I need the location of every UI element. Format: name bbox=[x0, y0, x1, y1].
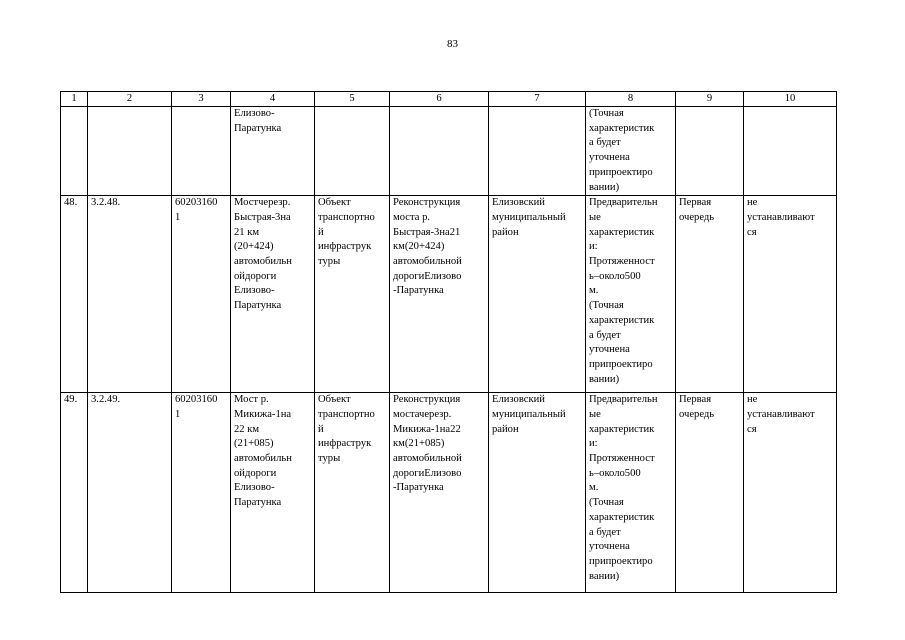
cell-line: -Паратунка bbox=[393, 285, 444, 297]
cell-line: автомобильной bbox=[393, 453, 462, 465]
cell-line: км(20+424) bbox=[393, 241, 445, 253]
cell-line: ые bbox=[589, 211, 601, 223]
cell-line: дорогиЕлизово bbox=[393, 270, 462, 282]
column-header: 10 bbox=[744, 92, 837, 107]
object-name-cell bbox=[231, 107, 315, 196]
cell-line: характеристик bbox=[589, 423, 655, 435]
cell-line: не bbox=[747, 197, 758, 209]
cell-line: ойдороги bbox=[234, 467, 277, 479]
cell-line: км(21+085) bbox=[393, 438, 445, 450]
cell-line: (Точная bbox=[589, 108, 624, 119]
column-header: 6 bbox=[390, 92, 489, 107]
cell-line: устанавливают bbox=[747, 408, 815, 420]
cell-line: дорогиЕлизово bbox=[393, 467, 462, 479]
cell-line: туры bbox=[318, 453, 341, 465]
cell-line: Объект bbox=[318, 394, 351, 406]
cell-line: припроектиро bbox=[589, 166, 653, 178]
cell-line: устанавливают bbox=[747, 211, 815, 223]
cell-line: Протяженност bbox=[589, 256, 655, 268]
cell-line: характеристик bbox=[589, 226, 655, 238]
cell-line: 21 км bbox=[234, 226, 260, 238]
table-cell bbox=[744, 107, 837, 196]
table-row-continuation bbox=[61, 107, 837, 196]
cell-line: Елизово- bbox=[234, 108, 275, 119]
characteristics-cell bbox=[586, 107, 676, 196]
table-cell bbox=[676, 107, 744, 196]
location-cell bbox=[489, 393, 586, 593]
cell-line: Елизово- bbox=[234, 482, 275, 494]
cell-line: ь–около500 bbox=[589, 467, 641, 479]
code-cell: 3.2.49. bbox=[88, 393, 172, 593]
cell-line: 60203160 bbox=[175, 394, 218, 406]
cell-line: район bbox=[492, 423, 519, 435]
cell-line: ся bbox=[747, 423, 757, 435]
cell-line: Микижа-1на22 bbox=[393, 423, 461, 435]
cell-line: -Паратунка bbox=[393, 482, 444, 494]
cell-line: ь–около500 bbox=[589, 270, 641, 282]
cell-line: 1 bbox=[175, 408, 181, 420]
cell-line: Протяженност bbox=[589, 453, 655, 465]
column-header: 2 bbox=[88, 92, 172, 107]
column-header: 7 bbox=[489, 92, 586, 107]
cell-line: (20+424) bbox=[234, 241, 274, 253]
cell-line: Мостчерезр. bbox=[234, 197, 291, 209]
column-header-row bbox=[61, 92, 837, 107]
cell-line: характеристик bbox=[589, 314, 655, 326]
characteristics-cell bbox=[586, 393, 676, 593]
cell-line: Реконструкция bbox=[393, 394, 461, 406]
cell-line: Паратунка bbox=[234, 122, 282, 134]
cell-line: автомобильн bbox=[234, 453, 292, 465]
object-type-cell bbox=[315, 393, 390, 593]
cell-line: район bbox=[492, 226, 519, 238]
cell-line: (Точная bbox=[589, 497, 624, 509]
id-cell bbox=[172, 393, 231, 593]
cell-line: вании) bbox=[589, 181, 620, 193]
cell-line: 22 км bbox=[234, 423, 260, 435]
cell-line: й bbox=[318, 423, 324, 435]
cell-line: Предварительн bbox=[589, 197, 658, 209]
cell-line: ся bbox=[747, 226, 757, 238]
cell-line: очередь bbox=[679, 211, 715, 223]
cell-line: транспортно bbox=[318, 211, 375, 223]
cell-line: (Точная bbox=[589, 300, 624, 312]
cell-line: Быстрая-3на21 bbox=[393, 226, 461, 238]
cell-line: (21+085) bbox=[234, 438, 274, 450]
priority-cell bbox=[676, 196, 744, 393]
cell-line: характеристик bbox=[589, 511, 655, 523]
cell-line: Елизовский bbox=[492, 197, 545, 209]
cell-line: ойдороги bbox=[234, 270, 277, 282]
cell-line: моста р. bbox=[393, 211, 431, 223]
column-header: 9 bbox=[676, 92, 744, 107]
cell-line: Елизовский bbox=[492, 394, 545, 406]
cell-line: муниципальный bbox=[492, 408, 566, 420]
location-cell bbox=[489, 196, 586, 393]
cell-line: а будет bbox=[589, 137, 621, 149]
table-row bbox=[61, 196, 837, 393]
cell-line: Первая bbox=[679, 197, 712, 209]
table-cell bbox=[88, 107, 172, 196]
cell-line: м. bbox=[589, 482, 599, 494]
cell-line: уточнена bbox=[589, 152, 630, 164]
page-number: 83 bbox=[447, 38, 458, 50]
characteristics-cell bbox=[586, 196, 676, 393]
id-cell bbox=[172, 196, 231, 393]
cell-line: й bbox=[318, 226, 324, 238]
cell-line: Реконструкция bbox=[393, 197, 461, 209]
cell-line: туры bbox=[318, 256, 341, 268]
row-number-cell: 48. bbox=[61, 196, 88, 393]
column-header: 1 bbox=[61, 92, 88, 107]
cell-line: инфраструк bbox=[318, 438, 372, 450]
cell-line: не bbox=[747, 394, 758, 406]
cell-line: автомобильн bbox=[234, 256, 292, 268]
cell-line: и: bbox=[589, 438, 598, 450]
cell-line: а будет bbox=[589, 526, 621, 538]
cell-line: мостачерезр. bbox=[393, 408, 452, 420]
cell-line: а будет bbox=[589, 329, 621, 341]
cell-line: 1 bbox=[175, 211, 181, 223]
table-cell bbox=[390, 107, 489, 196]
cell-line: муниципальный bbox=[492, 211, 566, 223]
object-type-cell bbox=[315, 196, 390, 393]
object-name-cell bbox=[231, 393, 315, 593]
column-header: 8 bbox=[586, 92, 676, 107]
row-number-cell: 49. bbox=[61, 393, 88, 593]
table-cell bbox=[61, 107, 88, 196]
cell-line: и: bbox=[589, 241, 598, 253]
zones-cell bbox=[744, 393, 837, 593]
work-description-cell bbox=[390, 393, 489, 593]
cell-line: автомобильной bbox=[393, 256, 462, 268]
object-name-cell bbox=[231, 196, 315, 393]
cell-line: Быстрая-3на bbox=[234, 211, 291, 223]
cell-line: Паратунка bbox=[234, 300, 282, 312]
cell-line: м. bbox=[589, 285, 599, 297]
table-cell bbox=[315, 107, 390, 196]
cell-line: Паратунка bbox=[234, 497, 282, 509]
cell-line: припроектиро bbox=[589, 358, 653, 370]
cell-line: Микижа-1на bbox=[234, 408, 292, 420]
code-cell: 3.2.48. bbox=[88, 196, 172, 393]
work-description-cell bbox=[390, 196, 489, 393]
table-cell bbox=[172, 107, 231, 196]
cell-line: инфраструк bbox=[318, 241, 372, 253]
cell-line: уточнена bbox=[589, 344, 630, 356]
cell-line: вании) bbox=[589, 570, 620, 582]
cell-line: Объект bbox=[318, 197, 351, 209]
column-header: 4 bbox=[231, 92, 315, 107]
cell-line: уточнена bbox=[589, 541, 630, 553]
priority-cell bbox=[676, 393, 744, 593]
zones-cell bbox=[744, 196, 837, 393]
cell-line: Предварительн bbox=[589, 394, 658, 406]
table-row bbox=[61, 393, 837, 593]
cell-line: Мост р. bbox=[234, 394, 269, 406]
column-header: 3 bbox=[172, 92, 231, 107]
column-header: 5 bbox=[315, 92, 390, 107]
cell-line: характеристик bbox=[589, 122, 655, 134]
data-table bbox=[60, 91, 837, 593]
cell-line: ые bbox=[589, 408, 601, 420]
cell-line: Первая bbox=[679, 394, 712, 406]
cell-line: очередь bbox=[679, 408, 715, 420]
cell-line: 60203160 bbox=[175, 197, 218, 209]
cell-line: транспортно bbox=[318, 408, 375, 420]
cell-line: припроектиро bbox=[589, 555, 653, 567]
table-cell bbox=[489, 107, 586, 196]
cell-line: Елизово- bbox=[234, 285, 275, 297]
cell-line: вании) bbox=[589, 373, 620, 385]
